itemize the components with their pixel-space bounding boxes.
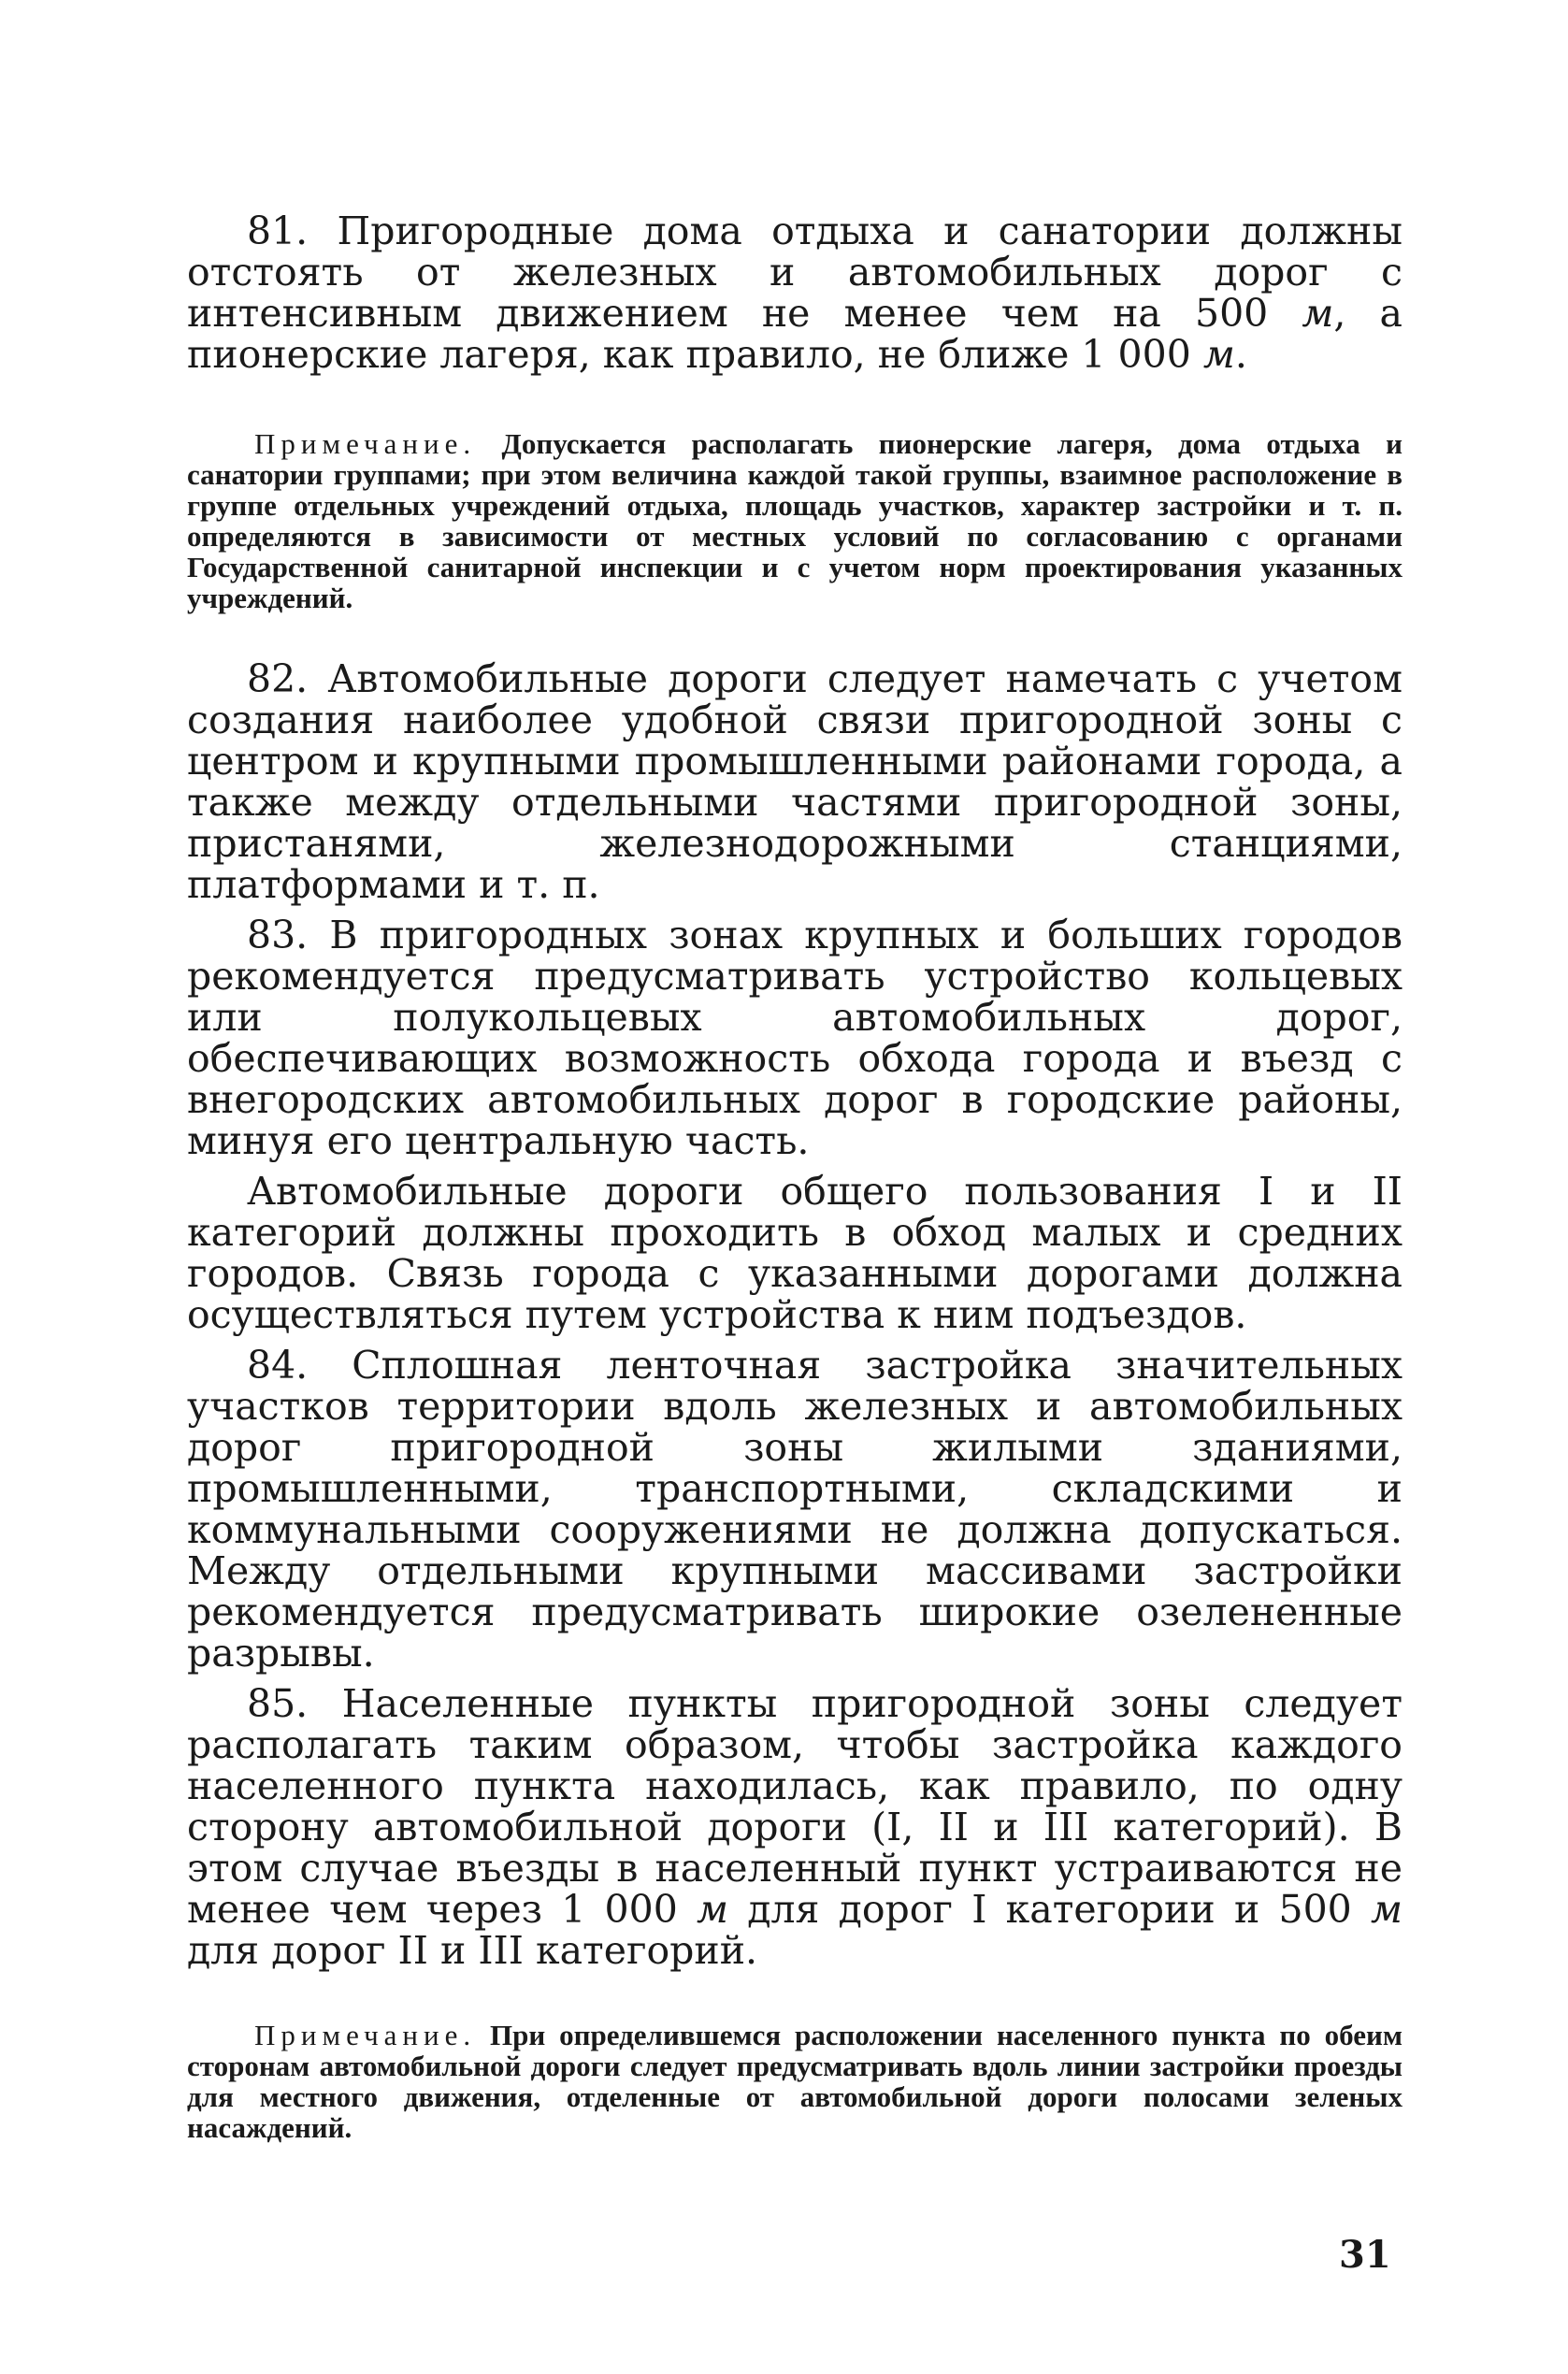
unit-meters: м bbox=[1302, 291, 1334, 336]
paragraph-84: 84. Сплошная ленточная застройка значительных участков территории вдоль железных и автомобильных дорог пригородной зоны жилыми зданиями, промышленными, транспортными, складскими и коммунальными сооружениями не должна допускаться. Между отдельными крупными массивами застройки рекомендуется предусматривать широкие озелененные разрывы. bbox=[187, 1343, 1403, 1676]
paragraph-83: 83. В пригородных зонах крупных и больших городов рекомендуется предусматривать устройство кольцевых или полукольцевых автомобильных дорог, обеспечивающих возможность обхода города и въезд с внегородских автомобильных дорог в городские районы, минуя его центральную часть. bbox=[187, 913, 1403, 1163]
page-number: 31 bbox=[1339, 2233, 1391, 2277]
unit-meters: м bbox=[1370, 1887, 1403, 1932]
paragraph-85-text: 85. Населенные пункты пригородной зоны следует располагать таким образом, чтобы застройка каждого населенного пункта находилась, как правило, по одну сторону автомобильной дороги (I, II и III категорий). В этом случае въезды в населенный пункт устраиваются не менее чем через 1 000 bbox=[187, 1681, 1403, 1932]
paragraph-82: 82. Автомобильные дороги следует намечать с учетом создания наиболее удобной связи пригородной зоны с центром и крупными промышленными районами города, а также между отдельными частями пригородной зоны, пристанями, железнодорожными станциями, платформами и т. п. bbox=[187, 656, 1403, 907]
document-page bbox=[187, 210, 1403, 2143]
paragraph-81-text: 81. Пригородные дома отдыха и санатории должны отстоять от железных и автомобильных дорог с интенсивным движением не менее чем на 500 bbox=[187, 209, 1403, 336]
note-1 bbox=[187, 428, 1403, 613]
paragraph-81-end: . bbox=[1234, 332, 1247, 377]
paragraph-85-end: для дорог II и III категорий. bbox=[187, 1928, 758, 1973]
unit-meters: м bbox=[697, 1887, 729, 1932]
note-2 bbox=[187, 2020, 1403, 2143]
note-1-text: Допускается располагать пионерские лагеря, дома отдыха и санатории группами; при этом величина каждой такой группы, взаимное расположение в группе отдельных учреждений отдыха, площадь участков, характер застройки и т. п. определяются в зависимости от местных условий по согласованию с органами Государственной санитарной инспекции и с учетом норм проектирования указанных учреждений. bbox=[187, 427, 1403, 614]
paragraph-83-continued: Автомобильные дороги общего пользования I и II категорий должны проходить в обход малых и средних городов. Связь города с указанными дорогами должна осуществляться путем устройства к ним подъездов. bbox=[187, 1169, 1403, 1337]
note-1-label: Примечание. bbox=[254, 427, 477, 460]
note-2-text: При определившемся расположении населенного пункта по обеим сторонам автомобильной дороги следует предусматривать вдоль линии застройки проезды для местного движения, отделенные от автомобильной дороги полосами зеленых насаждений. bbox=[187, 2019, 1403, 2144]
paragraph-81 bbox=[187, 210, 1403, 375]
paragraph-81-text-cont: , а пионерские лагеря, как правило, не ближе 1 000 bbox=[187, 291, 1403, 377]
note-2-label: Примечание. bbox=[254, 2019, 477, 2051]
paragraph-85 bbox=[187, 1683, 1403, 1971]
paragraph-85-text-cont: для дорог I категории и 500 bbox=[728, 1887, 1371, 1932]
unit-meters: м bbox=[1202, 332, 1235, 377]
